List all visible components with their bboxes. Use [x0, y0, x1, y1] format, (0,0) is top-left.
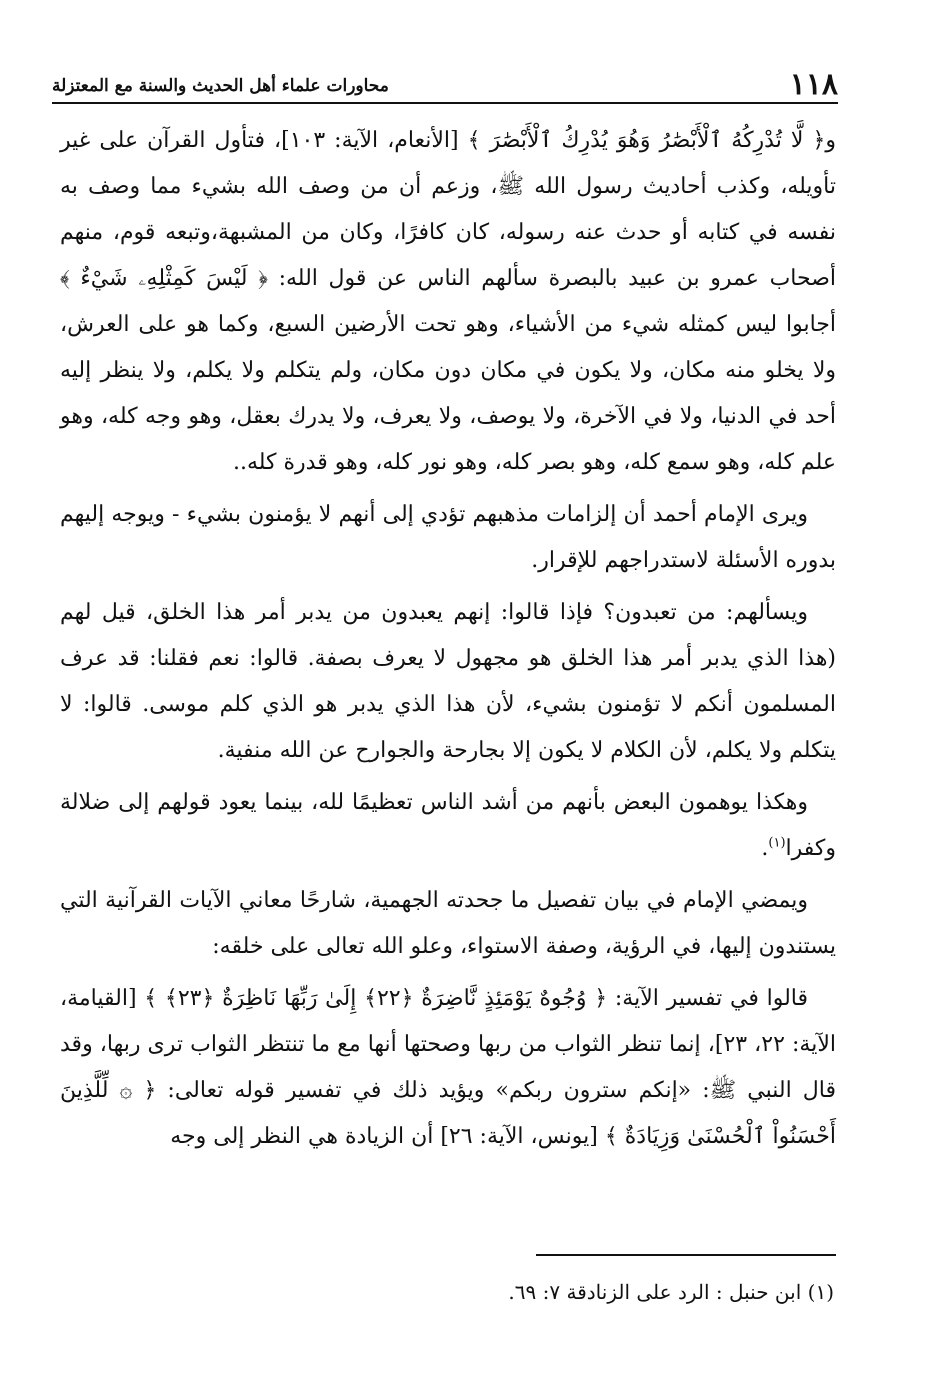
paragraph-4: [60, 780, 836, 872]
footnote-marker[interactable]: (١): [768, 835, 786, 851]
running-title: محاورات علماء أهل الحديث والسنة مع المعتزلة: [52, 76, 389, 96]
footnote-divider: [536, 1254, 836, 1256]
page-number: ١١٨: [789, 67, 838, 102]
paragraph-2: ويرى الإمام أحمد أن إلزامات مذهبهم تؤدي إلى أنهم لا يؤمنون بشيء - ويوجه إليهم بدوره الأسئلة لاستدراجهم للإقرار.: [60, 502, 836, 573]
body-text: [60, 118, 836, 1166]
paragraph-4-end: .: [761, 836, 769, 861]
paragraph-5: ويمضي الإمام في بيان تفصيل ما جحدته الجهمية، شارحًا معاني الآيات القرآنية التي يستندون إليها، في الرؤية، وصفة الاستواء، وعلو الله تعالى على خلقه:: [60, 888, 836, 959]
paragraph-4-text: وهكذا يوهمون البعض بأنهم من أشد الناس تعظيمًا لله، بينما يعود قولهم إلى ضلالة وكفرا: [60, 790, 836, 861]
footnote: (١) ابن حنبل : الرد على الزنادقة ٧: ٦٩.: [508, 1280, 834, 1304]
page-header: [52, 66, 838, 104]
paragraph-3: ويسألهم: من تعبدون؟ فإذا قالوا: إنهم يعبدون من يدبر أمر هذا الخلق، قيل لهم (هذا الذي يدبر أمر هذا الخلق هو مجهول لا يعرف بصفة. قالوا: نعم فقلنا: قد عرف المسلمون أنكم لا تؤمنون بشيء، لأن هذا الذي يدبر هو الذي كلم موسى. قالوا: لا يتكلم ولا يكلم، لأن الكلام لا يكون إلا بجارحة والجوارح عن الله منفية.: [60, 600, 836, 763]
paragraph-6: قالوا في تفسير الآية: ﴿ وُجُوهٌ يَوْمَئِذٍ نَّاضِرَةٌ ﴿٢٢﴾ إِلَىٰ رَبِّهَا نَاظِرَةٌ ﴿٢٣﴾ ﴾ [القيامة، الآية: ٢٢، ٢٣]، إنما تنظر الثواب من ربها وصحتها أنها مع ما تنتظر الثواب ترى ربها، وقد قال النبي ﷺ: «إنكم سترون ربكم» ويؤيد ذلك في تفسير قوله تعالى: ﴿ ۞ لِّلَّذِينَ أَحْسَنُواْ ٱلْحُسْنَىٰ وَزِيَادَةٌ ﴾ [يونس، الآية: ٢٦] أن الزيادة هي النظر إلى وجه: [60, 986, 836, 1149]
paragraph-1: و﴿ لَّا تُدْرِكُهُ ٱلْأَبْصَٰرُ وَهُوَ يُدْرِكُ ٱلْأَبْصَٰرَ ﴾ [الأنعام، الآية: ١٠٣]، فتأول القرآن على غير تأويله، وكذب أحاديث رسول الله ﷺ، وزعم أن من وصف الله بشيء مما وصف به نفسه في كتابه أو حدث عنه رسوله، كان كافرًا، وكان من المشبهة،وتبعه قوم، منهم أصحاب عمرو بن عبيد بالبصرة سألهم الناس عن قول الله: ﴿ لَيْسَ كَمِثْلِهِۦ شَيْءٌ ﴾ أجابوا ليس كمثله شيء من الأشياء، وهو تحت الأرضين السبع، وكما هو على العرش، ولا يخلو منه مكان، ولا يكون في مكان دون مكان، ولم يتكلم ولا يكلم، ولا ينظر إليه أحد في الدنيا، ولا في الآخرة، ولا يوصف، ولا يعرف، ولا يدرك بعقل، وهو وجه كله، وهو علم كله، وهو سمع كله، وهو بصر كله، وهو نور كله، وهو قدرة كله..: [60, 128, 837, 475]
